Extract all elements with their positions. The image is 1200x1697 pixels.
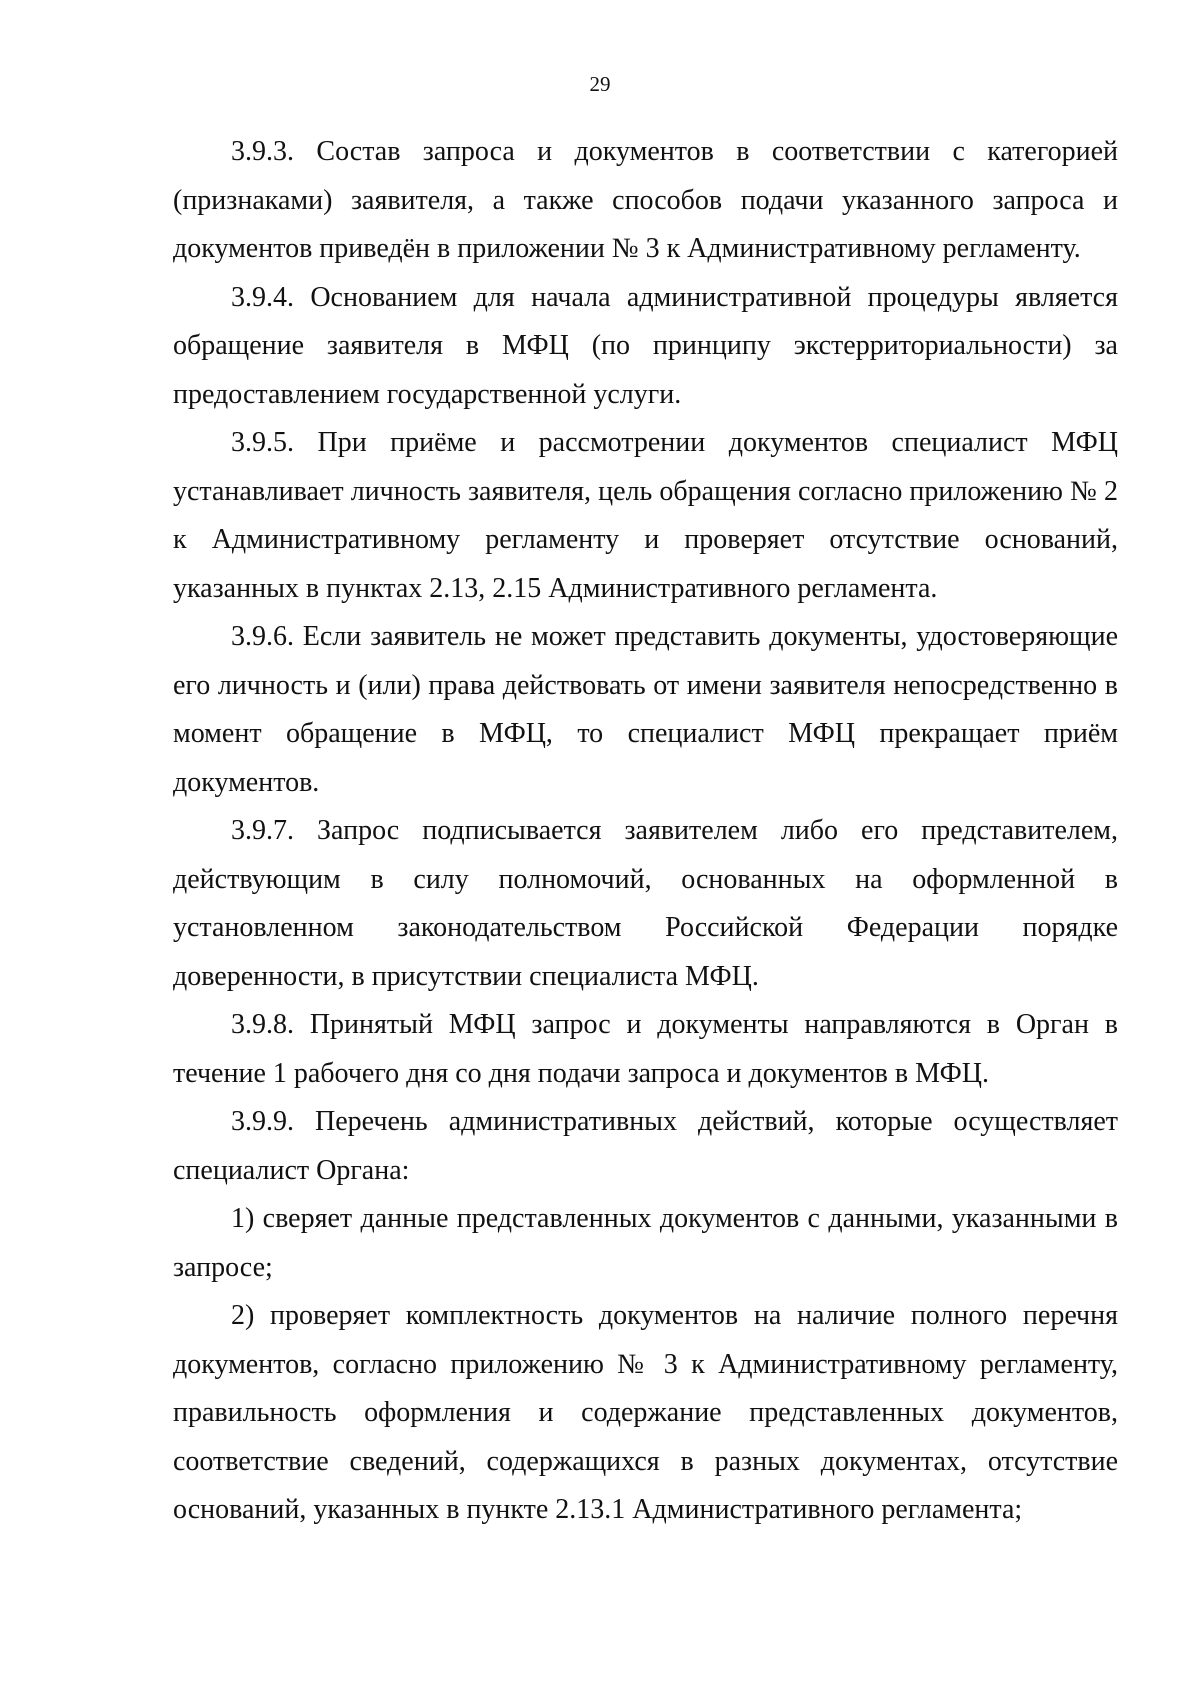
paragraph-3-9-5: 3.9.5. При приёме и рассмотрении документов специалист МФЦ устанавливает личность заявителя, цель обращения согласно приложению № 2 к Административному регламенту и проверяет отсутствие оснований, указанных в пунктах 2.13, 2.15 Административного регламента. bbox=[173, 427, 1118, 604]
paragraph-3-9-9: 3.9.9. Перечень административных действий, которые осуществляет специалист Органа: bbox=[173, 1106, 1118, 1186]
paragraph-3-9-4: 3.9.4. Основанием для начала административной процедуры является обращение заявителя в МФЦ (по принципу экстерриториальности) за предоставлением государственной услуги. bbox=[173, 281, 1118, 410]
list-item-1: 1) сверяет данные представленных документов с данными, указанными в запросе; bbox=[173, 1203, 1118, 1283]
page-number: 29 bbox=[589, 72, 611, 96]
paragraph-3-9-6: 3.9.6. Если заявитель не может представить документы, удостоверяющие его личность и (или) права действовать от имени заявителя непосредственно в момент обращение в МФЦ, то специалист МФЦ прекращает приём документов. bbox=[173, 621, 1118, 798]
paragraph-3-9-3: 3.9.3. Состав запроса и документов в соответствии с категорией (признаками) заявителя, а также способов подачи указанного запроса и документов приведён в приложении № 3 к Административному регламенту. bbox=[173, 136, 1118, 264]
paragraph-3-9-8: 3.9.8. Принятый МФЦ запрос и документы направляются в Орган в течение 1 рабочего дня со дня подачи запроса и документов в МФЦ. bbox=[173, 1009, 1118, 1089]
document-body bbox=[173, 128, 1118, 1535]
paragraph-3-9-7: 3.9.7. Запрос подписывается заявителем либо его представителем, действующим в силу полномочий, основанных на оформленной в установленном законодательством Российской Федерации порядке доверенности, в присутствии специалиста МФЦ. bbox=[173, 815, 1118, 992]
list-item-2: 2) проверяет комплектность документов на наличие полного перечня документов, согласно приложению № 3 к Административному регламенту, правильность оформления и содержание представленных документов, соответствие сведений, содержащихся в разных документах, отсутствие оснований, указанных в пункте 2.13.1 Административного регламента; bbox=[173, 1300, 1118, 1525]
